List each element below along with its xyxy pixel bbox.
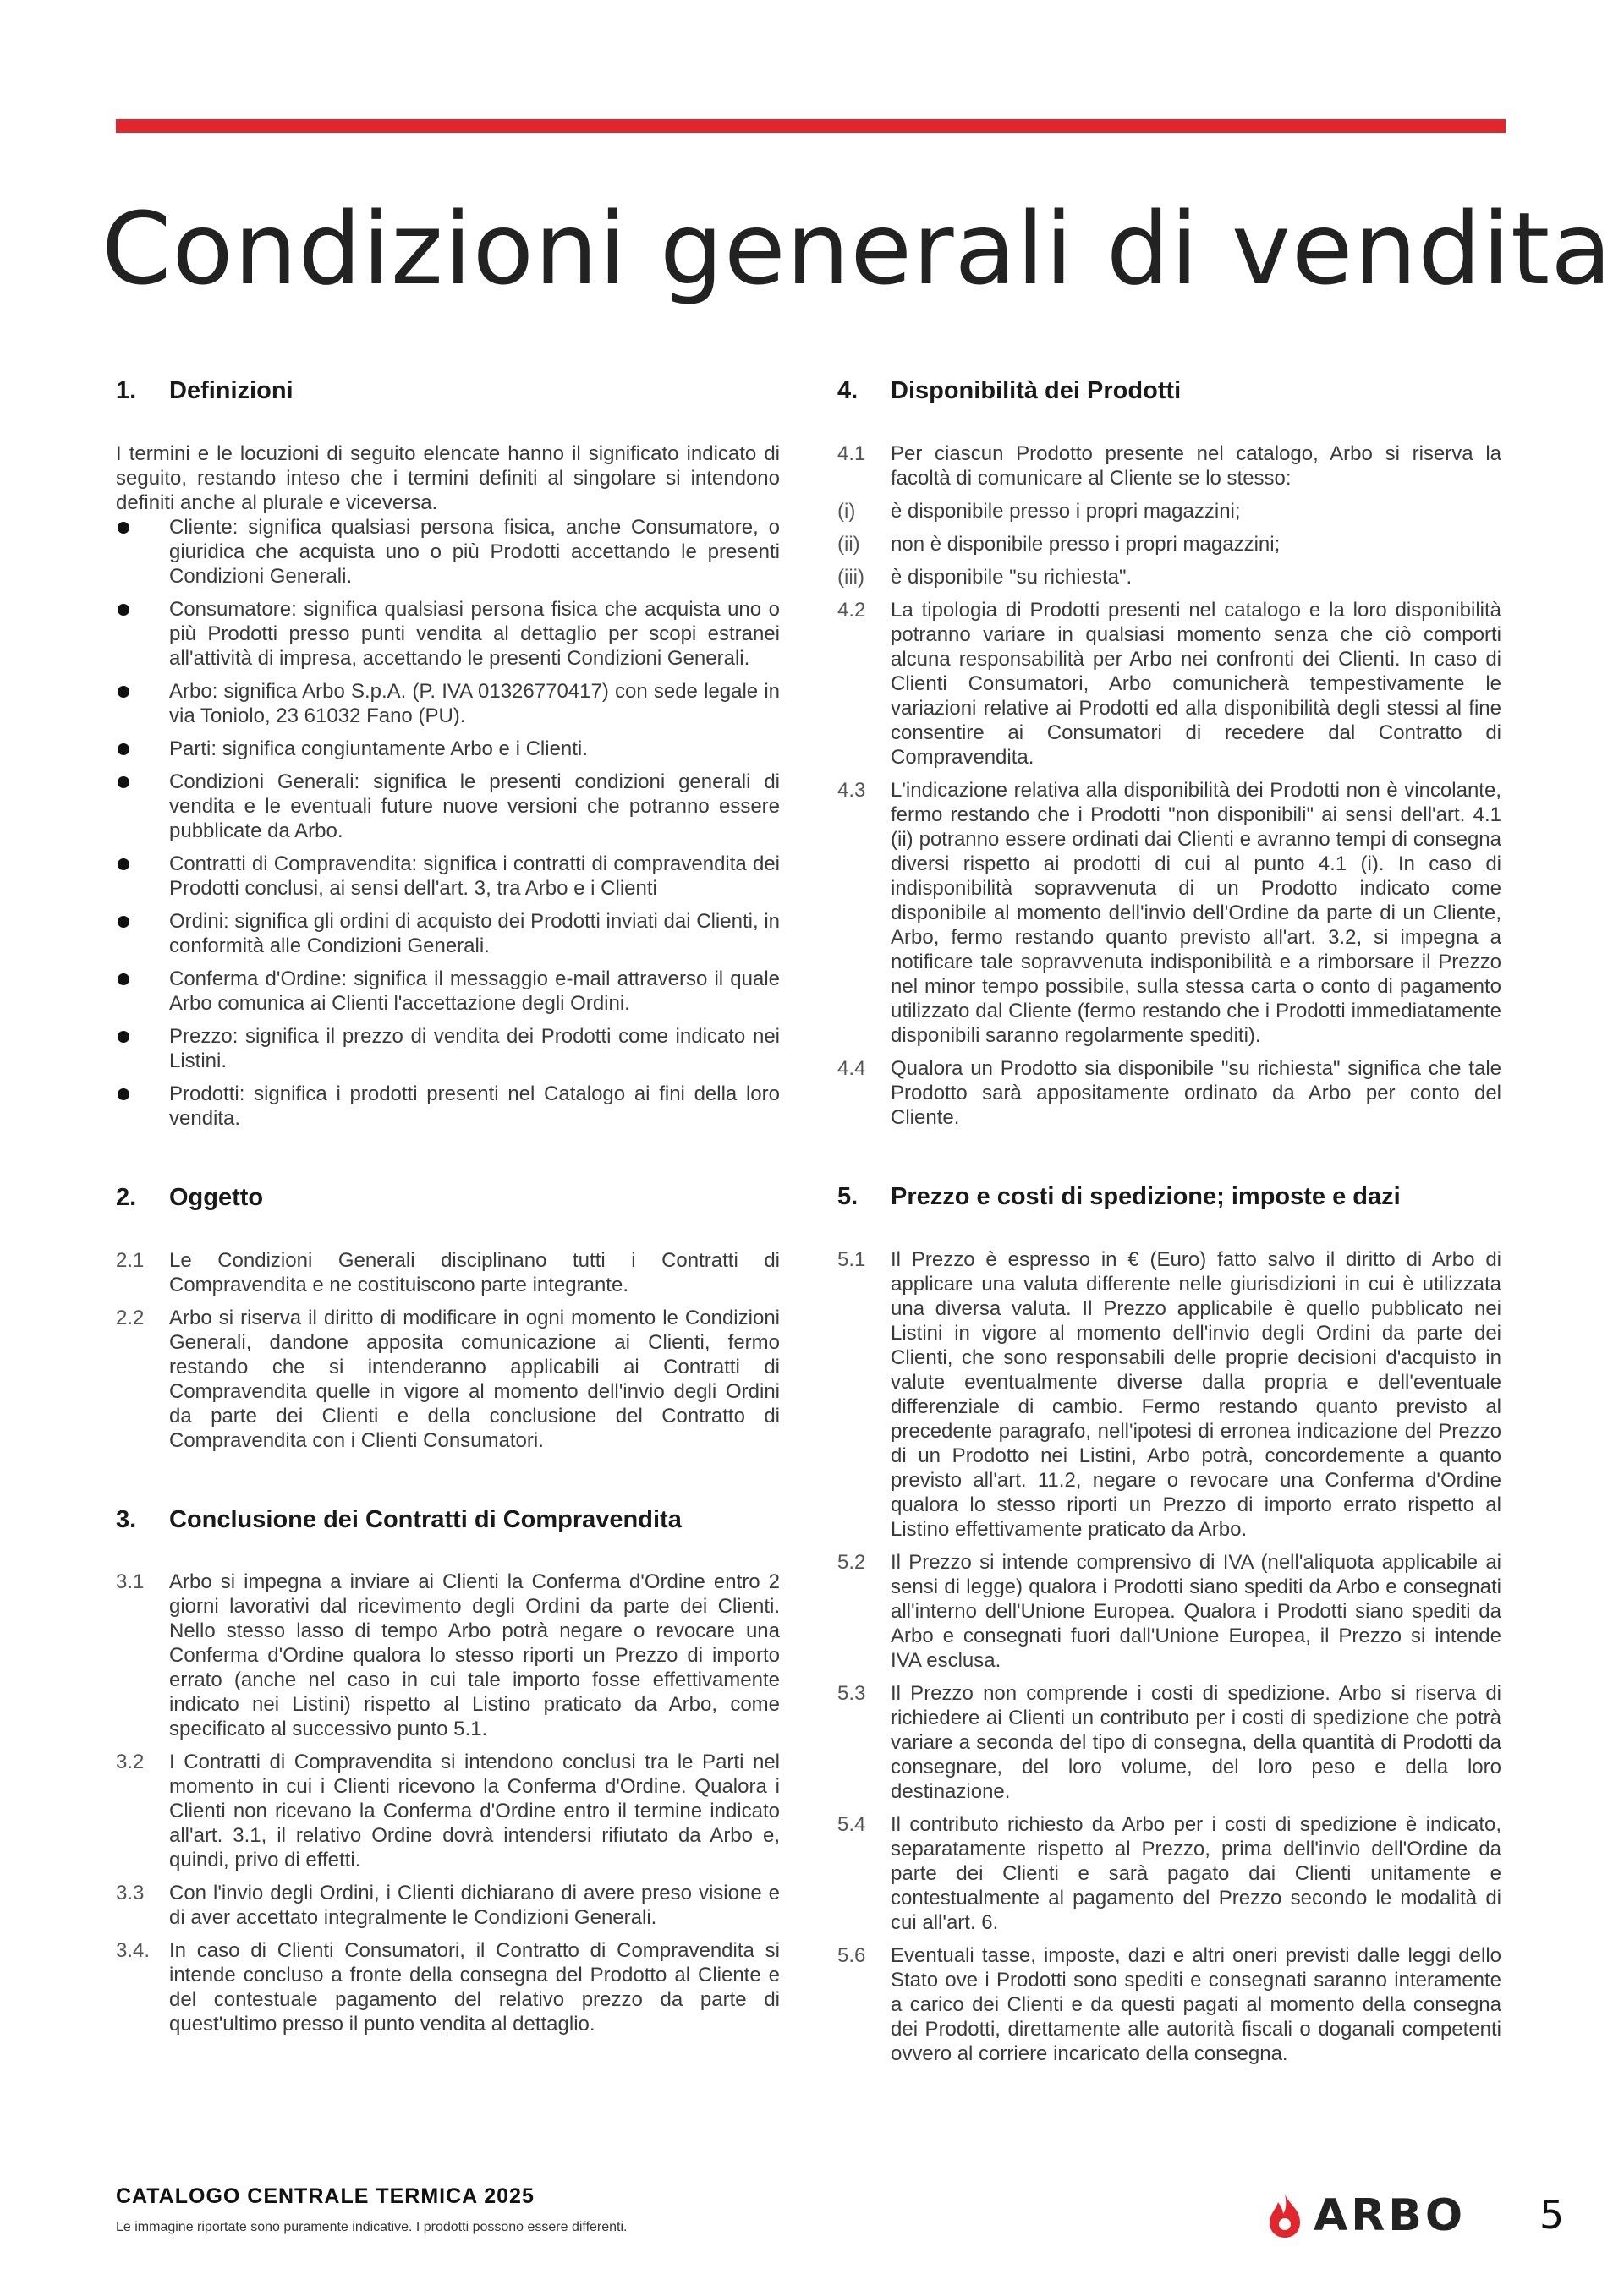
clause-text: Eventuali tasse, imposte, dazi e altri oneri previsti dalle leggi dello Stato ove i Prodotti sono spediti e consegnati saranno interamente a carico dei Clienti e da questi pagati al momento della consegna dei Prodotti, direttamente alle autorità fiscali o doganali competenti ovvero al corriere incaricato della consegna. [891, 1943, 1501, 2065]
definitions-list [116, 515, 780, 1131]
section-number: 5. [837, 1182, 859, 1210]
clause-item [837, 565, 1501, 589]
clause-item [837, 499, 1501, 523]
definition-item [116, 770, 780, 843]
flame-icon [1263, 2192, 1307, 2239]
definition-item [116, 909, 780, 958]
clause-number: 3.3 [116, 1882, 145, 1905]
left-column [116, 376, 780, 2089]
bullet-icon [116, 515, 169, 589]
clause-number: 3.1 [116, 1570, 145, 1594]
bullet-icon [116, 967, 169, 1016]
clause-item [837, 1550, 1501, 1673]
clause-text: è disponibile "su richiesta". [891, 565, 1133, 589]
clause-text: Arbo si impegna a inviare ai Clienti la Conferma d'Ordine entro 2 giorni lavorativi dal ricevimento degli Ordini da parte dei Clienti. Nello stesso lasso di tempo Arbo potrà negare o revocare una Conferma d'Ordine qualora lo stesso riporti un Prezzo di importo errato (anche nel caso in cui tale importo fosse effettivamente indicato nei Listini) rispetto al Listino praticato da Arbo, come specificato al successivo punto 5.1. [169, 1570, 780, 1741]
clause-list [116, 1248, 780, 1453]
section-conclusione [116, 1505, 780, 2037]
clause-item [837, 532, 1501, 556]
section-title: Prezzo e costi di spedizione; imposte e dazi [891, 1182, 1401, 1210]
definition-item [116, 515, 780, 589]
clause-text: Il Prezzo è espresso in € (Euro) fatto salvo il diritto di Arbo di applicare una valuta differente nelle giurisdizioni in cui è utilizzata una diversa valuta. Il Prezzo applicabile è quello pubblicato nei Listini in vigore al momento dell'invio degli Ordini da parte dei Clienti, che sono responsabili delle proprie decisioni d'acquisto in valute eventualmente diverse dalla propria e dell'eventuale differenziale di cambio. Fermo restando quanto previsto al precedente paragrafo, nell'ipotesi di erronea indicazione del Prezzo di un Prodotto nei Listini, Arbo potrà, concordemente a quanto previsto all'art. 11.2, negare o revocare una Conferma d'Ordine qualora lo stesso riporti un Prezzo di importo errato rispetto al Listino effettivamente praticato da Arbo. [891, 1247, 1501, 1541]
clause-number: 4.3 [837, 778, 866, 802]
definition-text: Ordini: significa gli ordini di acquisto dei Prodotti inviati dai Clienti, in conformità alle Condizioni Generali. [169, 909, 780, 957]
definition-text: Prodotti: significa i prodotti presenti nel Catalogo ai fini della loro vendita. [169, 1082, 780, 1130]
clause-item [837, 778, 1501, 1048]
section-title: Conclusione dei Contratti di Compravendita [169, 1505, 682, 1533]
section-heading [116, 1183, 780, 1213]
bullet-icon [116, 770, 169, 843]
catalog-title: CATALOGO CENTRALE TERMICA 2025 [116, 2184, 535, 2208]
definition-item [116, 597, 780, 671]
definition-text: Parti: significa congiuntamente Arbo e i Clienti. [169, 737, 588, 760]
definition-text: Condizioni Generali: significa le presenti condizioni generali di vendita e le eventuali future nuove versioni che potranno essere pubblicate da Arbo. [169, 770, 780, 842]
clause-number: 5.6 [837, 1943, 866, 1967]
section-heading [837, 1182, 1501, 1212]
definition-item [116, 852, 780, 901]
clause-item [837, 1681, 1501, 1804]
right-column [837, 376, 1501, 2118]
definition-text: Arbo: significa Arbo S.p.A. (P. IVA 01326770417) con sede legale in via Toniolo, 23 61032 Fano (PU). [169, 679, 780, 727]
section-title: Definizioni [169, 377, 294, 404]
section-heading [116, 1505, 780, 1535]
clause-item [837, 1943, 1501, 2066]
bullet-icon [116, 679, 169, 728]
clause-number: 5.2 [837, 1550, 866, 1574]
definition-item [116, 967, 780, 1016]
section-heading [116, 376, 780, 406]
section-definizioni [116, 376, 780, 1131]
clause-text: Il contributo richiesto da Arbo per i costi di spedizione è indicato, separatamente rispetto al Prezzo, prima dell'invio dell'Ordine da parte dei Clienti e sarà pagato dai Clienti unitamente e contestualmente al pagamento del Prezzo secondo le modalità di cui all'art. 6. [891, 1812, 1501, 1934]
clause-item [837, 1247, 1501, 1542]
clause-number: 3.2 [116, 1751, 145, 1774]
clause-number: 4.4 [837, 1056, 866, 1080]
clause-text: I Contratti di Compravendita si intendono conclusi tra le Parti nel momento in cui i Clienti ricevono la Conferma d'Ordine. Qualora i Clienti non ricevano la Conferma d'Ordine entro il termine indicato all'art. 3.1, il relativo Ordine dovrà intendersi rifiutato da Arbo e, quindi, privo di effetti. [169, 1751, 780, 1872]
section-number: 4. [837, 377, 859, 404]
definition-item [116, 679, 780, 728]
clause-number: 4.2 [837, 598, 866, 622]
clause-number: (i) [837, 499, 856, 523]
bullet-icon [116, 852, 169, 901]
clause-number: 5.1 [837, 1247, 866, 1271]
section-prezzo [837, 1182, 1501, 2066]
definition-item [116, 737, 780, 761]
definition-item [116, 1082, 780, 1131]
clause-text: non è disponibile presso i propri magazzini; [891, 532, 1281, 556]
clause-item [837, 1812, 1501, 1935]
section-disponibilita [837, 376, 1501, 1130]
clause-text: In caso di Clienti Consumatori, il Contratto di Compravendita si intende concluso a fronte della consegna del Prodotto al Cliente e del contestuale pagamento del relativo prezzo da parte di quest'ultimo presso il punto vendita al dettaglio. [169, 1939, 780, 2036]
clause-item [116, 1881, 780, 1930]
bullet-icon [116, 1082, 169, 1131]
clause-number: (iii) [837, 565, 864, 589]
clause-text: La tipologia di Prodotti presenti nel catalogo e la loro disponibilità potranno variare in qualsiasi momento senza che ciò comporti alcuna responsabilità per Arbo nei confronti dei Clienti. In caso di Clienti Consumatori, Arbo comunicherà tempestivamente le variazioni relative ai Prodotti ed alla disponibilità degli stessi al fine consentire ai Consumatori di recedere dal Contratto di Compravendita. [891, 598, 1501, 769]
clause-item [116, 1750, 780, 1872]
disclaimer-note: Le immagine riportate sono puramente indicative. I prodotti possono essere differenti. [116, 2220, 628, 2234]
definition-text: Prezzo: significa il prezzo di vendita dei Prodotti come indicato nei Listini. [169, 1024, 780, 1072]
section-title: Oggetto [169, 1183, 264, 1211]
clause-text: Il Prezzo si intende comprensivo di IVA (nell'aliquota applicabile ai sensi di legge) qualora i Prodotti siano spediti da Arbo e consegnati all'interno dell'Unione Europea. Qualora i Prodotti siano spediti da Arbo e consegnati fuori dall'Unione Europea, il Prezzo si intende IVA esclusa. [891, 1550, 1501, 1672]
clause-item [837, 441, 1501, 490]
clause-item [116, 1570, 780, 1741]
clause-item [116, 1938, 780, 2036]
clause-number: 5.3 [837, 1681, 866, 1705]
definition-text: Conferma d'Ordine: significa il messaggio e-mail attraverso il quale Arbo comunica ai Clienti l'accettazione degli Ordini. [169, 967, 780, 1015]
clause-text: Arbo si riserva il diritto di modificare in ogni momento le Condizioni Generali, dandone apposita comunicazione ai Clienti, fermo restando che si intenderanno applicabili ai Contratti di Compravendita quelle in vigore al momento dell'invio degli Ordini da parte dei Clienti e della conclusione del Contratto di Compravendita con i Clienti Consumatori. [169, 1306, 780, 1452]
clause-list [116, 1570, 780, 2036]
clause-text: è disponibile presso i propri magazzini; [891, 499, 1241, 523]
arbo-logo [1263, 2190, 1466, 2241]
clause-number: 3.4. [116, 1939, 151, 1963]
definition-text: Contratti di Compravendita: significa i contratti di compravendita dei Prodotti conclusi, ai sensi dell'art. 3, tra Arbo e i Clienti [169, 852, 780, 900]
bullet-icon [116, 597, 169, 671]
definition-text: Consumatore: significa qualsiasi persona fisica che acquista uno o più Prodotti presso punti vendita al dettaglio per scopi estranei all'attività di impresa, accettando le presenti Condizioni Generali. [169, 597, 780, 670]
clause-number: (ii) [837, 532, 860, 556]
bullet-icon [116, 1024, 169, 1073]
clause-text: L'indicazione relativa alla disponibilità dei Prodotti non è vincolante, fermo restando che i Prodotti "non disponibili" ai sensi dell'art. 4.1 (ii) potranno essere ordinati dai Clienti e avranno tempi di consegna diversi rispetto ai prodotti di cui al punto 4.1 (i). In caso di indisponibilità sopravvenuta di un Prodotto indicato come disponibile al momento dell'invio dell'Ordine da parte di un Cliente, Arbo, fermo restando quanto previsto all'art. 3.2, si impegna a notificare tale sopravvenuta indisponibilità e a rimborsare il Prezzo nel minor tempo possibile, sulla stessa carta o conto di pagamento utilizzato dal Cliente (fermo restando che i Prodotti immediatamente disponibili saranno regolarmente spediti). [891, 778, 1501, 1047]
clause-text: Per ciascun Prodotto presente nel catalogo, Arbo si riserva la facoltà di comunicare al Cliente se lo stesso: [891, 441, 1501, 490]
page-title: Condizioni generali di vendita [102, 190, 1613, 307]
page-number: 5 [1539, 2192, 1565, 2238]
definitions-intro: I termini e le locuzioni di seguito elencate hanno il significato indicato di seguito, restando inteso che i termini definiti al singolare si intendono definiti anche al plurale e viceversa. [116, 441, 780, 514]
clause-list [837, 1247, 1501, 2066]
definition-item [116, 1024, 780, 1073]
clause-item [116, 1306, 780, 1453]
clause-number: 5.4 [837, 1812, 866, 1836]
section-oggetto [116, 1183, 780, 1453]
clause-text: Qualora un Prodotto sia disponibile "su richiesta" significa che tale Prodotto sarà appositamente ordinato da Arbo per conto del Cliente. [891, 1056, 1501, 1129]
clause-text: Con l'invio degli Ordini, i Clienti dichiarano di avere preso visione e di aver accettato integralmente le Condizioni Generali. [169, 1882, 780, 1930]
section-number: 1. [116, 377, 137, 404]
section-number: 2. [116, 1183, 137, 1211]
clause-number: 2.1 [116, 1248, 145, 1272]
clause-item [837, 1056, 1501, 1130]
definition-text: Cliente: significa qualsiasi persona fisica, anche Consumatore, o giuridica che acquista uno o più Prodotti accettando le presenti Condizioni Generali. [169, 515, 780, 588]
clause-number: 2.2 [116, 1306, 145, 1329]
clause-number: 4.1 [837, 441, 866, 465]
bullet-icon [116, 909, 169, 958]
clause-text: Il Prezzo non comprende i costi di spedizione. Arbo si riserva di richiedere ai Clienti un contributo per i costi di spedizione che potrà variare a seconda del tipo di consegna, della quantità di Prodotti da consegnare, del loro volume, del loro peso e della loro destinazione. [891, 1681, 1501, 1803]
section-number: 3. [116, 1505, 137, 1533]
clause-list [837, 441, 1501, 1130]
top-accent-bar [116, 119, 1506, 133]
brand-wordmark: ARBO [1314, 2190, 1467, 2241]
section-heading [837, 376, 1501, 406]
clause-item [116, 1248, 780, 1297]
clause-text: Le Condizioni Generali disciplinano tutti i Contratti di Compravendita e ne costituiscono parte integrante. [169, 1248, 780, 1296]
clause-item [837, 598, 1501, 770]
bullet-icon [116, 737, 169, 761]
section-title: Disponibilità dei Prodotti [891, 377, 1182, 404]
